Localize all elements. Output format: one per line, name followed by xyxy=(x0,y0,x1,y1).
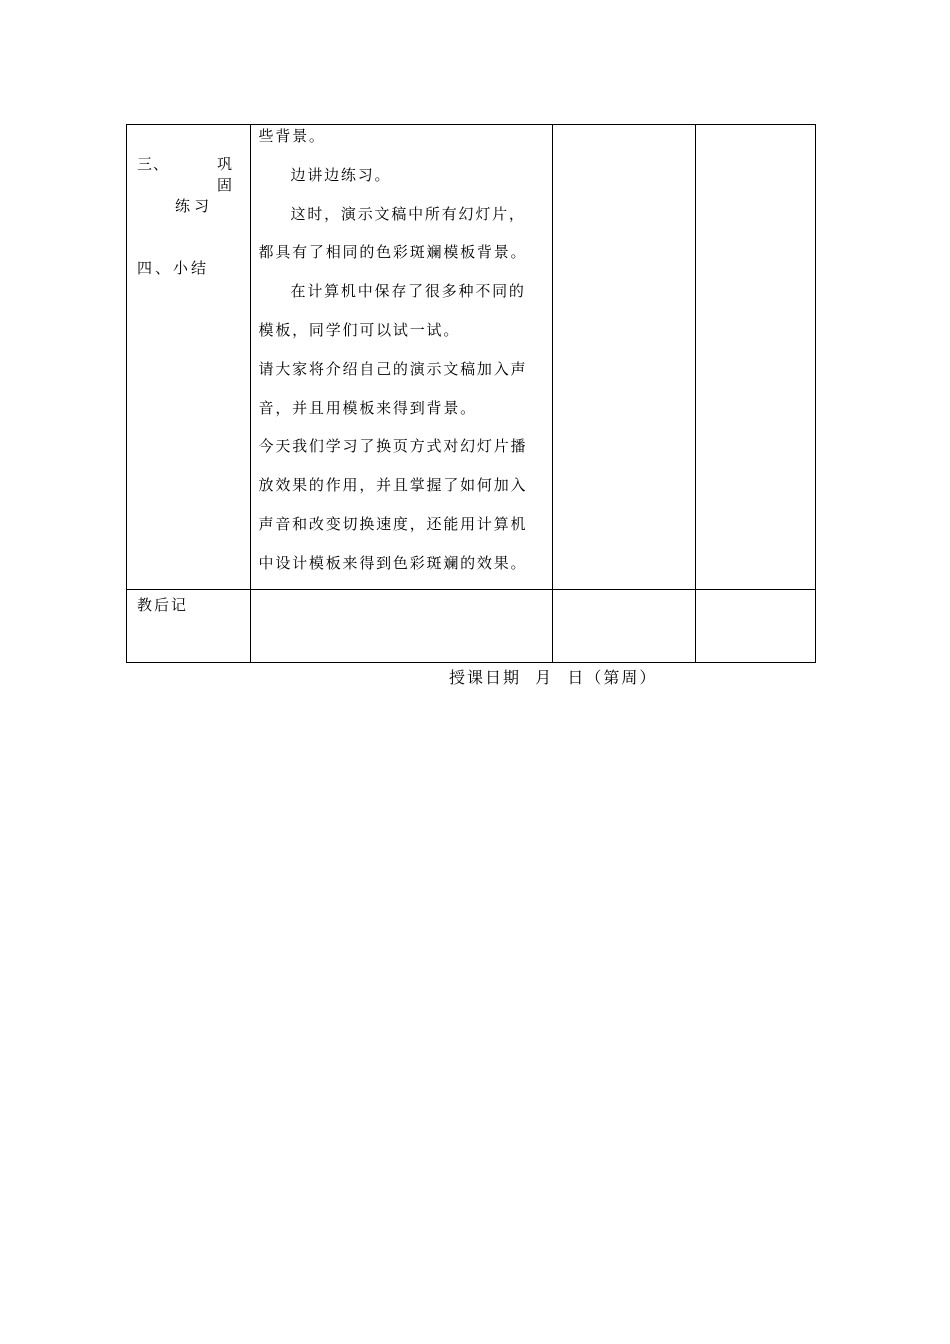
step3-title-part1: 巩固 xyxy=(217,155,235,194)
content-line: 边讲边练习。 xyxy=(290,165,392,184)
teaching-date-line: 授课日期 月 日（第周） xyxy=(449,668,658,687)
lesson-content-cell xyxy=(250,125,552,590)
after-class-row xyxy=(127,590,816,663)
after-class-label-cell xyxy=(127,590,251,663)
content-line: 这时，演示文稿中所有幻灯片， xyxy=(290,204,526,223)
step4-heading: 四、小结 xyxy=(137,259,210,277)
content-line: 中设计模板来得到色彩斑斓的效果。 xyxy=(258,553,528,572)
lesson-plan-table xyxy=(126,124,816,663)
content-line: 放效果的作用，并且掌握了如何加入 xyxy=(258,476,528,495)
empty-cell xyxy=(552,590,696,663)
empty-cell xyxy=(250,590,552,663)
content-line: 今天我们学习了换页方式对幻灯片播 xyxy=(258,437,528,456)
section-heading-cell xyxy=(127,125,251,590)
content-line: 些背景。 xyxy=(258,127,326,145)
main-row xyxy=(127,125,816,590)
content-line: 音，并且用模板来得到背景。 xyxy=(258,398,477,417)
content-line: 请大家将介绍自己的演示文稿加入声 xyxy=(258,359,528,378)
content-line: 声音和改变切换速度，还能用计算机 xyxy=(258,514,528,533)
content-line: 在计算机中保存了很多种不同的 xyxy=(290,282,526,301)
step3-number: 三、 xyxy=(137,155,170,173)
content-line: 都具有了相同的色彩斑斓模板背景。 xyxy=(258,243,528,262)
empty-cell xyxy=(696,590,816,663)
content-line: 模板，同学们可以试一试。 xyxy=(258,320,461,339)
empty-cell xyxy=(552,125,696,590)
empty-cell xyxy=(696,125,816,590)
step3-title-part2: 练习 xyxy=(175,197,214,215)
after-class-label: 教后记 xyxy=(137,596,189,614)
